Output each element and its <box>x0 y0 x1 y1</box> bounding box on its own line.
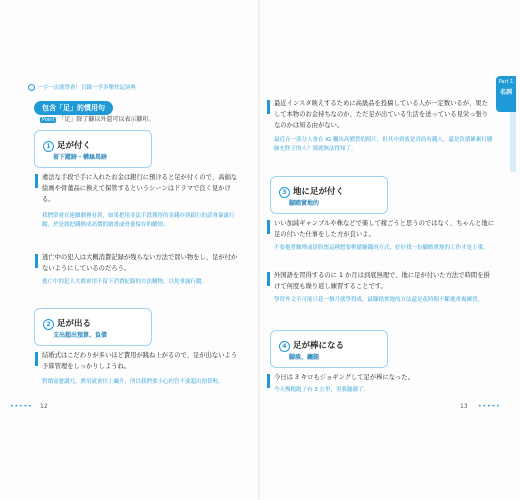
example-jp-1 <box>42 172 242 205</box>
example-marker <box>267 272 270 286</box>
idiom-card-3 <box>270 176 388 214</box>
example-zh-3: 對婚宴愈講究，費用就會往上飆升，所以我們要小心控管不要超出預算喔。 <box>42 379 224 385</box>
idiom-title <box>279 185 344 198</box>
idiom-title-text: 足が出る <box>57 319 92 329</box>
example-jp-text: いい加減ギャンブルや株などで楽して稼ごうと思うのではなく、ちゃんと地に足の付いた仕事をした方が良いよ。 <box>274 220 495 238</box>
point-note <box>40 114 154 123</box>
example-jp-5 <box>274 270 494 292</box>
idiom-number: 1 <box>43 141 54 152</box>
example-zh-5: 學習外文不可能只花一個月就學得成，最腳踏實地的方法還是花時間不斷地重複練習。 <box>274 297 484 303</box>
point-tag: Point <box>42 117 55 123</box>
idiom-number: 4 <box>279 341 290 352</box>
part-tab-title: 名詞 <box>499 89 512 96</box>
idiom-card-4 <box>270 330 388 368</box>
example-jp-text: 逃亡中の犯人は大概消費記録が残らない方法で買い物をし、足が付かないようにしているのだろう。 <box>42 254 238 272</box>
header-circle-icon <box>28 84 35 91</box>
right-page <box>260 0 520 500</box>
idiom-meaning: 腳痠、纏腿 <box>289 354 320 361</box>
example-marker <box>267 374 270 388</box>
example-marker <box>267 220 270 234</box>
example-zh-1: 我們常會在連續劇裡看到，如果把用非法手段獲得的金錢存到銀行的話會暴露行蹤，於是就把錢換成高價的繪畫或骨董保存的劇情。 <box>42 213 235 228</box>
section-pill: 包含「足」的慣用句 <box>34 101 113 115</box>
idiom-title <box>43 317 91 330</box>
idiom-card-2 <box>34 308 152 346</box>
example-marker <box>35 254 38 268</box>
example-marker <box>267 100 270 114</box>
part-tab-label: Part 1 <box>498 79 514 85</box>
intro-jp <box>274 98 494 131</box>
example-zh-4: 不要抱著賺博或買股票這種想要輕鬆賺錢的方式，好好找一份腳踏實地的工作才是上策。 <box>274 245 489 251</box>
intro-zh: 最近在一部分人會在 IG 曬出高價貨的照片，但其中到底是真的有錢人，還是負債累累打腫臉充胖子的人？那就無法得知了。 <box>274 137 493 152</box>
part-tab <box>496 76 516 112</box>
example-jp-4 <box>274 218 494 240</box>
example-jp-2 <box>42 252 242 274</box>
intro-jp-text: 最近インスタ映えするために高級品を投稿している人が一定数いるが、果たして本物のお金持ちなのか、ただ足が出ている生活を送っている見栄っ張りなのかは知る由がない。 <box>274 100 489 129</box>
example-jp-6 <box>274 372 494 383</box>
example-zh-2: 逃亡中的犯人大都會用不留下消費紀錄的方法購物，以免事露行蹤。 <box>42 279 208 285</box>
running-header-text: 一字一次就學會！目錄一学多樂快記詞典 <box>37 85 137 91</box>
idiom-meaning: 腳踏實地的 <box>289 200 320 207</box>
example-zh-6: 今天慢跑跑了有 3 公里，害我腿疆了。 <box>274 387 369 393</box>
side-stripe <box>510 112 516 172</box>
example-jp-3 <box>42 350 242 372</box>
idiom-meaning: 留下蹤跡・構絲馬跡 <box>53 154 108 161</box>
footer-dots: ••••• <box>10 403 33 410</box>
example-marker <box>35 174 38 188</box>
idiom-meaning: 支出超出預算、負債 <box>53 332 108 339</box>
example-marker <box>35 352 38 366</box>
page-number: 13 <box>460 403 468 410</box>
example-jp-text: 違法な手段で手に入れたお金は銀行に預けると足が付くので、高価な絵画や骨董品に換えて保管するというシーンはドラマで良く見かける。 <box>42 174 238 203</box>
page-number: 12 <box>40 403 48 410</box>
example-jp-text: 外国語を習得するのに 1 か月は到底無理で、地に足が付いた方法で時間を掛けて何度も繰り返し練習することです。 <box>274 272 490 290</box>
idiom-number: 3 <box>279 187 290 198</box>
idiom-title-text: 足が棒になる <box>293 341 345 351</box>
footer-dots: ••••• <box>478 403 501 410</box>
idiom-title-text: 足が付く <box>57 141 92 151</box>
idiom-card-1 <box>34 130 152 168</box>
point-text: 「足」除了腳以外還可以表示腳印。 <box>58 116 155 123</box>
running-header <box>28 83 136 91</box>
idiom-title <box>43 139 91 152</box>
idiom-number: 2 <box>43 319 54 330</box>
idiom-title-text: 地に足が付く <box>293 187 345 197</box>
example-jp-text: 今日は 3 キロもジョギングして足が棒になった。 <box>274 374 414 381</box>
idiom-title <box>279 339 344 352</box>
example-jp-text: 結婚式はこだわりが多いほど費用が跳ね上がるので、足が出ないよう予算管理をしっかりしようね。 <box>42 352 238 370</box>
